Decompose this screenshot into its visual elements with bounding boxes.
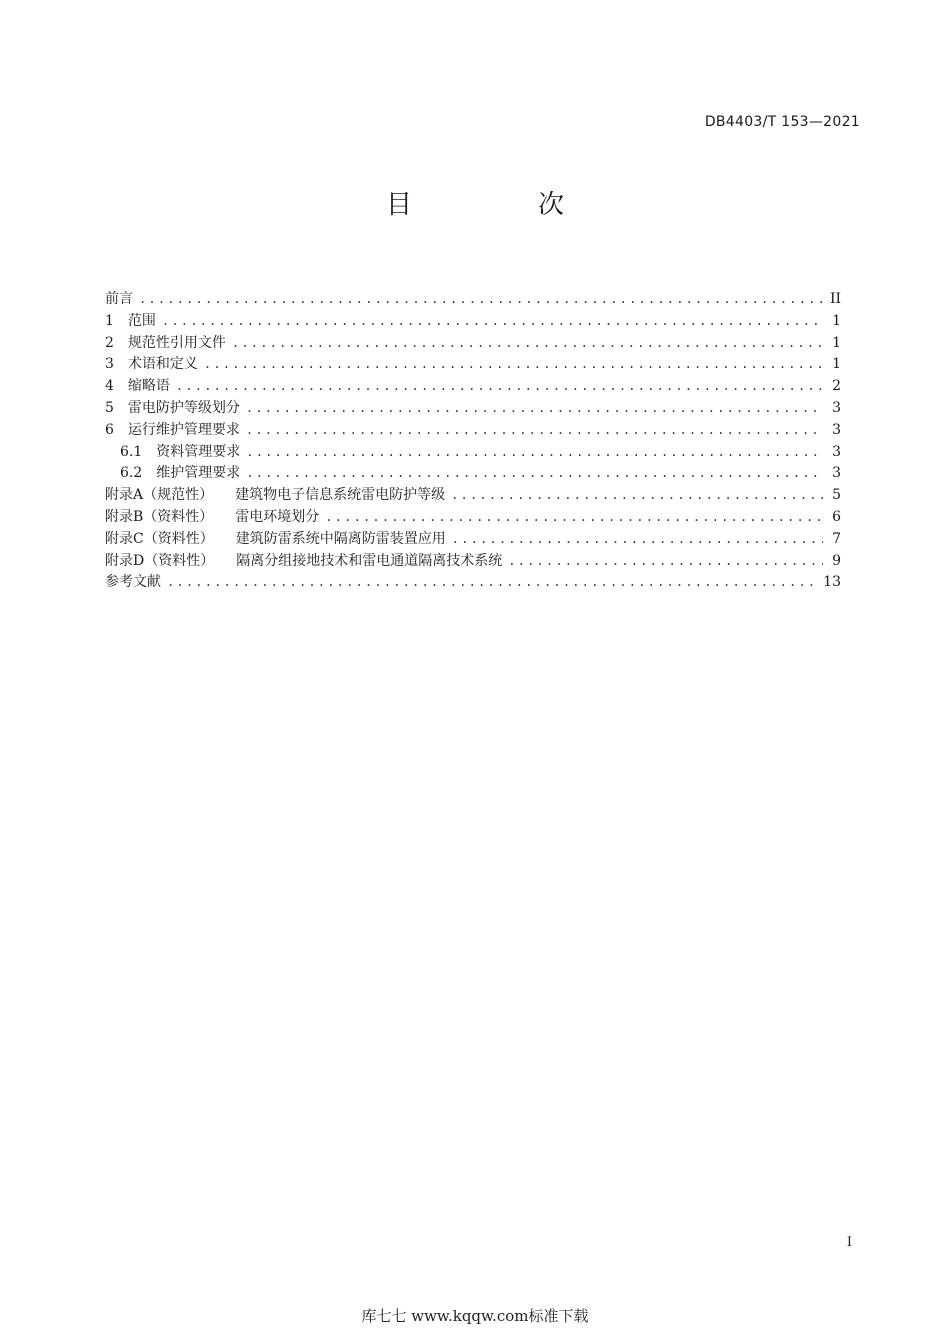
toc-entry[interactable] — [105, 572, 841, 594]
document-code: DB4403/T 153—2021 — [704, 114, 860, 130]
toc-entry-page: 1 — [832, 356, 841, 373]
toc-entry[interactable] — [105, 333, 841, 355]
toc-entry[interactable] — [105, 311, 841, 333]
toc-entry-number: 6 — [105, 421, 114, 438]
toc-entry[interactable] — [105, 289, 841, 311]
toc-entry-annex-prefix: 附录C（资料性） — [105, 530, 214, 547]
page-number: I — [846, 1235, 852, 1250]
toc-entry[interactable] — [105, 420, 841, 442]
dot-leader — [246, 420, 823, 442]
dot-leader — [508, 551, 823, 573]
toc-entry[interactable] — [105, 485, 841, 507]
toc-entry[interactable] — [105, 507, 841, 529]
toc-entry-page: 3 — [832, 421, 841, 438]
toc-entry-label: 隔离分组接地技术和雷电通道隔离技术系统 — [236, 552, 503, 569]
toc-entry-number: 6.2 — [120, 465, 143, 482]
toc-entry-label: 雷电环境划分 — [235, 508, 320, 525]
toc-entry-page: 2 — [832, 378, 841, 395]
dot-leader — [204, 354, 823, 376]
toc-entry-annex-prefix: 附录A（规范性） — [105, 487, 214, 504]
dot-leader — [167, 572, 817, 594]
toc-entry-page: II — [829, 291, 841, 307]
dot-leader — [162, 311, 823, 333]
toc-entry-label: 前言 — [105, 291, 133, 307]
toc-entry-label: 资料管理要求 — [156, 443, 241, 460]
toc-entry-page: 6 — [832, 508, 841, 525]
toc-entry-label: 参考文献 — [105, 574, 161, 591]
toc-entry-label: 规范性引用文件 — [127, 334, 226, 351]
toc-entry-annex-prefix: 附录B（资料性） — [105, 508, 214, 525]
toc-entry-number: 4 — [105, 378, 114, 395]
toc-entry[interactable] — [105, 376, 841, 398]
toc-entry-number: 1 — [105, 312, 114, 329]
dot-leader — [139, 289, 823, 311]
dot-leader — [451, 485, 823, 507]
toc-entry-number: 6.1 — [120, 443, 143, 460]
toc-entry[interactable] — [105, 463, 841, 485]
watermark: 库七七 www.kqqw.com标准下载 — [361, 1307, 589, 1325]
dot-leader — [232, 333, 823, 355]
dot-leader — [246, 442, 823, 464]
table-of-contents — [105, 289, 841, 594]
toc-entry-annex-prefix: 附录D（资料性） — [105, 552, 215, 569]
toc-entry[interactable] — [105, 529, 841, 551]
toc-entry-page: 13 — [823, 574, 841, 591]
toc-entry-number: 3 — [105, 356, 114, 373]
toc-entry[interactable] — [105, 398, 841, 420]
dot-leader — [452, 529, 823, 551]
toc-entry-page: 7 — [832, 530, 841, 547]
dot-leader — [325, 507, 823, 529]
toc-entry[interactable] — [105, 442, 841, 464]
toc-entry-number: 5 — [105, 399, 114, 416]
toc-entry[interactable] — [105, 551, 841, 573]
toc-entry-number: 2 — [105, 334, 114, 351]
toc-entry-label: 建筑防雷系统中隔离防雷装置应用 — [235, 530, 446, 547]
dot-leader — [246, 398, 823, 420]
toc-entry-label: 建筑物电子信息系统雷电防护等级 — [235, 487, 446, 504]
toc-entry-page: 3 — [832, 443, 841, 460]
toc-entry[interactable] — [105, 354, 841, 376]
toc-entry-label: 术语和定义 — [127, 356, 198, 373]
dot-leader — [176, 376, 823, 398]
toc-entry-label: 运行维护管理要求 — [127, 421, 240, 438]
toc-entry-label: 缩略语 — [127, 378, 170, 395]
toc-entry-page: 3 — [832, 465, 841, 482]
toc-entry-page: 1 — [832, 334, 841, 351]
dot-leader — [246, 463, 823, 485]
toc-entry-label: 雷电防护等级划分 — [127, 399, 240, 416]
toc-entry-label: 维护管理要求 — [156, 465, 241, 482]
toc-entry-page: 9 — [832, 552, 841, 569]
toc-entry-page: 3 — [832, 399, 841, 416]
toc-entry-label: 范围 — [127, 312, 156, 329]
toc-title: 目 次 — [385, 190, 614, 220]
toc-entry-page: 1 — [832, 312, 841, 329]
toc-entry-page: 5 — [832, 487, 841, 504]
